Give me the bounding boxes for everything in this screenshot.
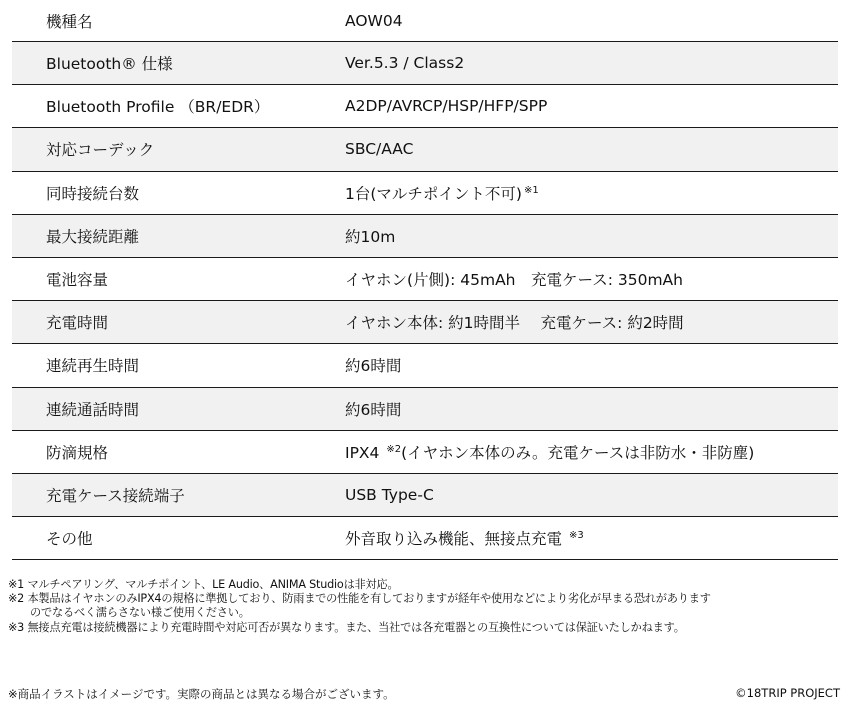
spec-value-prefix: IPX4 xyxy=(345,443,385,462)
spec-value-text: (イヤホン本体のみ。充電ケースは非防水・非防塵) xyxy=(401,443,755,462)
spec-row-charging-time xyxy=(12,301,838,344)
spec-value: AOW04 xyxy=(345,11,403,30)
footnote-2-continued: のでなるべく濡らさない様ご使用ください。 xyxy=(30,606,250,620)
spec-value: SBC/AAC xyxy=(345,140,414,159)
spec-value xyxy=(322,182,838,204)
spec-value: 約10m xyxy=(345,227,396,246)
spec-label: 防滴規格 xyxy=(46,443,109,462)
spec-label: Bluetooth® 仕様 xyxy=(46,55,173,74)
spec-row-bluetooth-version xyxy=(12,42,838,85)
spec-row-bluetooth-profile xyxy=(12,85,838,128)
spec-label: 充電ケース接続端子 xyxy=(46,486,185,505)
spec-value: USB Type-C xyxy=(345,485,434,504)
spec-value-text: 1台(マルチポイント不可) xyxy=(345,184,522,203)
spec-value-text: 外音取り込み機能、無接点充電 xyxy=(345,530,567,549)
spec-row-max-distance xyxy=(12,215,838,258)
spec-label: 最大接続距離 xyxy=(46,227,140,246)
spec-value: イヤホン本体: 約1時間半 充電ケース: 約2時間 xyxy=(345,314,684,333)
spec-label: 充電時間 xyxy=(46,314,109,333)
spec-value: A2DP/AVRCP/HSP/HFP/SPP xyxy=(345,97,548,116)
illustration-disclaimer: ※商品イラストはイメージです。実際の商品とは異なる場合がございます。 xyxy=(8,687,395,701)
spec-label: 対応コーデック xyxy=(46,141,155,160)
footnote-marker: ※1 xyxy=(523,184,539,196)
spec-label: 機種名 xyxy=(46,12,93,31)
spec-row-other xyxy=(12,517,838,560)
spec-row-case-port xyxy=(12,474,838,517)
spec-row-battery-capacity xyxy=(12,258,838,301)
spec-label: 同時接続台数 xyxy=(46,184,140,203)
spec-value: 約6時間 xyxy=(345,357,402,376)
spec-value: 約6時間 xyxy=(345,400,402,419)
footnote-marker: ※2 xyxy=(386,443,402,455)
spec-value: Ver.5.3 / Class2 xyxy=(345,54,465,73)
spec-label: Bluetooth Profile （BR/EDR） xyxy=(46,98,270,117)
footnote-1: ※1 マルチペアリング、マルチポイント、LE Audio、ANIMA Studioは非対応。 xyxy=(8,578,399,591)
spec-value xyxy=(322,441,838,463)
footnotes xyxy=(8,578,844,635)
footnote-marker: ※3 xyxy=(568,530,584,541)
spec-table xyxy=(12,0,838,560)
spec-row-talk-time xyxy=(12,388,838,431)
spec-row-water-resistance xyxy=(12,431,838,474)
spec-row-playback-time xyxy=(12,344,838,387)
spec-value: イヤホン(片側): 45mAh 充電ケース: 350mAh xyxy=(345,271,683,290)
spec-label: 連続再生時間 xyxy=(46,357,140,376)
spec-row-codec xyxy=(12,128,838,171)
spec-value xyxy=(322,527,838,549)
spec-label: 連続通話時間 xyxy=(46,400,140,419)
spec-label: 電池容量 xyxy=(46,271,109,290)
copyright: ©18TRIP PROJECT xyxy=(735,686,840,700)
spec-label: その他 xyxy=(46,530,93,549)
footnote-2: ※2 本製品はイヤホンのみIPX4の規格に準拠しており、防雨までの性能を有しておりますが経年や使用などにより劣化が早まる恐れがあります xyxy=(8,592,711,606)
footnote-3: ※3 無接点充電は接続機器により充電時間や対応可否が異なります。また、当社では各充電器との互換性については保証いたしかねます。 xyxy=(8,620,685,634)
spec-row-simultaneous-connections xyxy=(12,172,838,215)
spec-row-model xyxy=(12,0,838,42)
